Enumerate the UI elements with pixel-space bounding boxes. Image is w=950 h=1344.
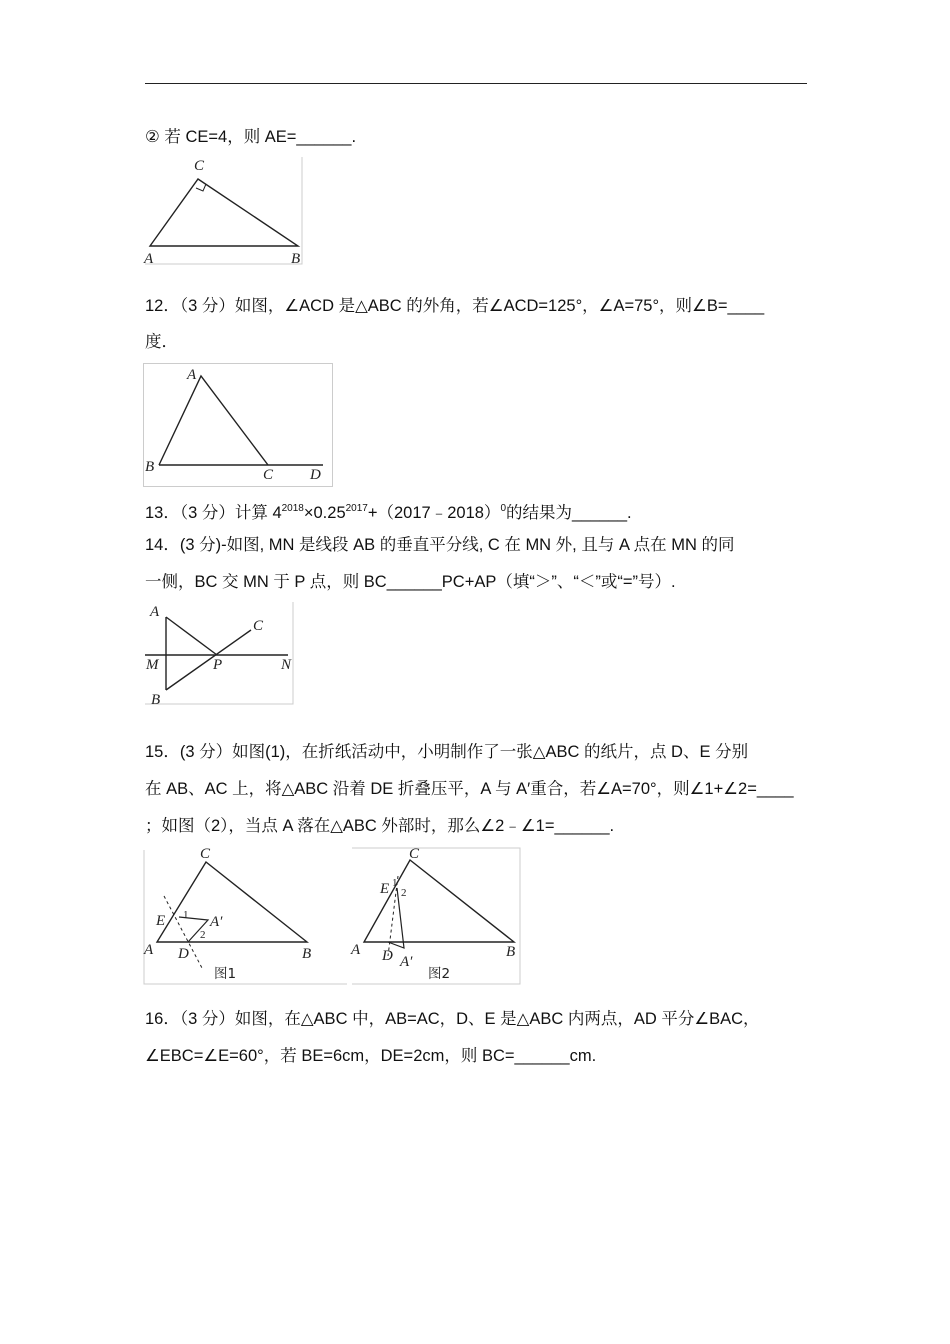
q16-line1: 16．（3 分）如图，在△ABC 中，AB=AC，D、E 是△ABC 内两点，AD 平分∠BAC，	[145, 1010, 760, 1028]
figure-2-frame	[352, 848, 520, 984]
figure-1-frame	[144, 850, 347, 984]
label-b: B	[291, 251, 301, 267]
figure-q14-perpendicular-bisector	[143, 600, 295, 708]
q15-line1: 15．(3 分）如图(1)，在折纸活动中，小明制作了一张△ABC 的纸片，点 D、E 分别	[145, 743, 749, 761]
q15-line3: ；如图（2），当点 A 落在△ABC 外部时，那么∠2﹣∠1=______.	[145, 817, 615, 835]
fig2-label-e: E	[380, 881, 390, 897]
figure-1-triangle-abc	[157, 862, 307, 942]
fig1-angle-2: 2	[200, 929, 206, 941]
figure-frame	[145, 157, 302, 264]
q13-exponent-2: 2017	[345, 503, 368, 514]
fig1-label-b: B	[302, 946, 312, 962]
q13-exponent-3: 0	[500, 503, 506, 514]
q13-exponent-1: 2018	[281, 503, 304, 514]
fig2-angle-1: 1	[392, 877, 398, 889]
figure-2-caption: 图2	[428, 966, 451, 982]
q13-text	[145, 498, 632, 524]
q14-line1: 14．(3 分)-如图, MN 是线段 AB 的垂直平分线, C 在 MN 外, 且与 A 点在 MN 的同	[145, 536, 735, 554]
label-a: A	[150, 604, 160, 620]
fig1-label-a-prime: A′	[210, 914, 223, 930]
fig1-label-e: E	[156, 913, 166, 929]
figure-2-triangle-abc	[364, 860, 514, 942]
triangle-sides	[159, 376, 268, 465]
fig2-label-c: C	[409, 846, 420, 862]
right-angle-mark	[196, 184, 206, 191]
fig1-label-d: D	[178, 946, 189, 962]
fig2-label-d: D	[382, 948, 393, 964]
segment-bc	[166, 630, 251, 690]
q13-tail: 的结果为______.	[506, 504, 632, 522]
figure-q12-exterior-angle	[143, 363, 333, 488]
fig1-angle-1: 1	[183, 909, 189, 921]
segment-ap	[166, 617, 217, 655]
label-a: A	[187, 367, 197, 383]
label-c: C	[194, 158, 205, 174]
label-p: P	[213, 657, 223, 673]
label-n: N	[281, 657, 292, 673]
fig2-angle-2: 2	[401, 887, 407, 899]
label-b: B	[151, 692, 161, 708]
figure-q11-right-triangle	[140, 155, 310, 270]
q13-mid: ×0.25	[303, 504, 346, 522]
triangle-abc	[150, 179, 298, 246]
fig1-label-c: C	[200, 846, 211, 862]
q13-pre: 13．（3 分）计算 4	[145, 504, 282, 522]
q15-line2: 在 AB、AC 上，将△ABC 沿着 DE 折叠压平，A 与 A′重合，若∠A=70°，则∠1+∠2=____	[145, 780, 794, 798]
q14-line2: 一侧，BC 交 MN 于 P 点，则 BC______PC+AP（填“＞”、“＜”或“=”号）.	[145, 573, 676, 591]
q12-line1: 12．（3 分）如图，∠ACD 是△ABC 的外角，若∠ACD=125°，∠A=75°，则∠B=____	[145, 297, 765, 315]
label-a: A	[144, 251, 154, 267]
q13-post: +（2017﹣2018）	[367, 504, 501, 522]
q12-line2: 度．	[145, 333, 178, 351]
figure-q15-folding	[142, 846, 522, 986]
q11-part2-text: ② 若 CE=4，则 AE=______.	[145, 128, 357, 146]
label-d: D	[310, 467, 321, 483]
label-c: C	[253, 618, 264, 634]
label-m: M	[146, 657, 159, 673]
header-rule	[145, 83, 807, 84]
fig2-label-a-prime: A′	[400, 954, 413, 970]
fig2-label-a: A	[351, 942, 361, 958]
label-c: C	[263, 467, 274, 483]
label-b: B	[145, 459, 155, 475]
figure-1-caption: 图1	[214, 966, 237, 982]
fig1-label-a: A	[144, 942, 154, 958]
fig2-label-b: B	[506, 944, 516, 960]
q16-line2: ∠EBC=∠E=60°，若 BE=6cm，DE=2cm，则 BC=______cm.	[145, 1047, 597, 1065]
